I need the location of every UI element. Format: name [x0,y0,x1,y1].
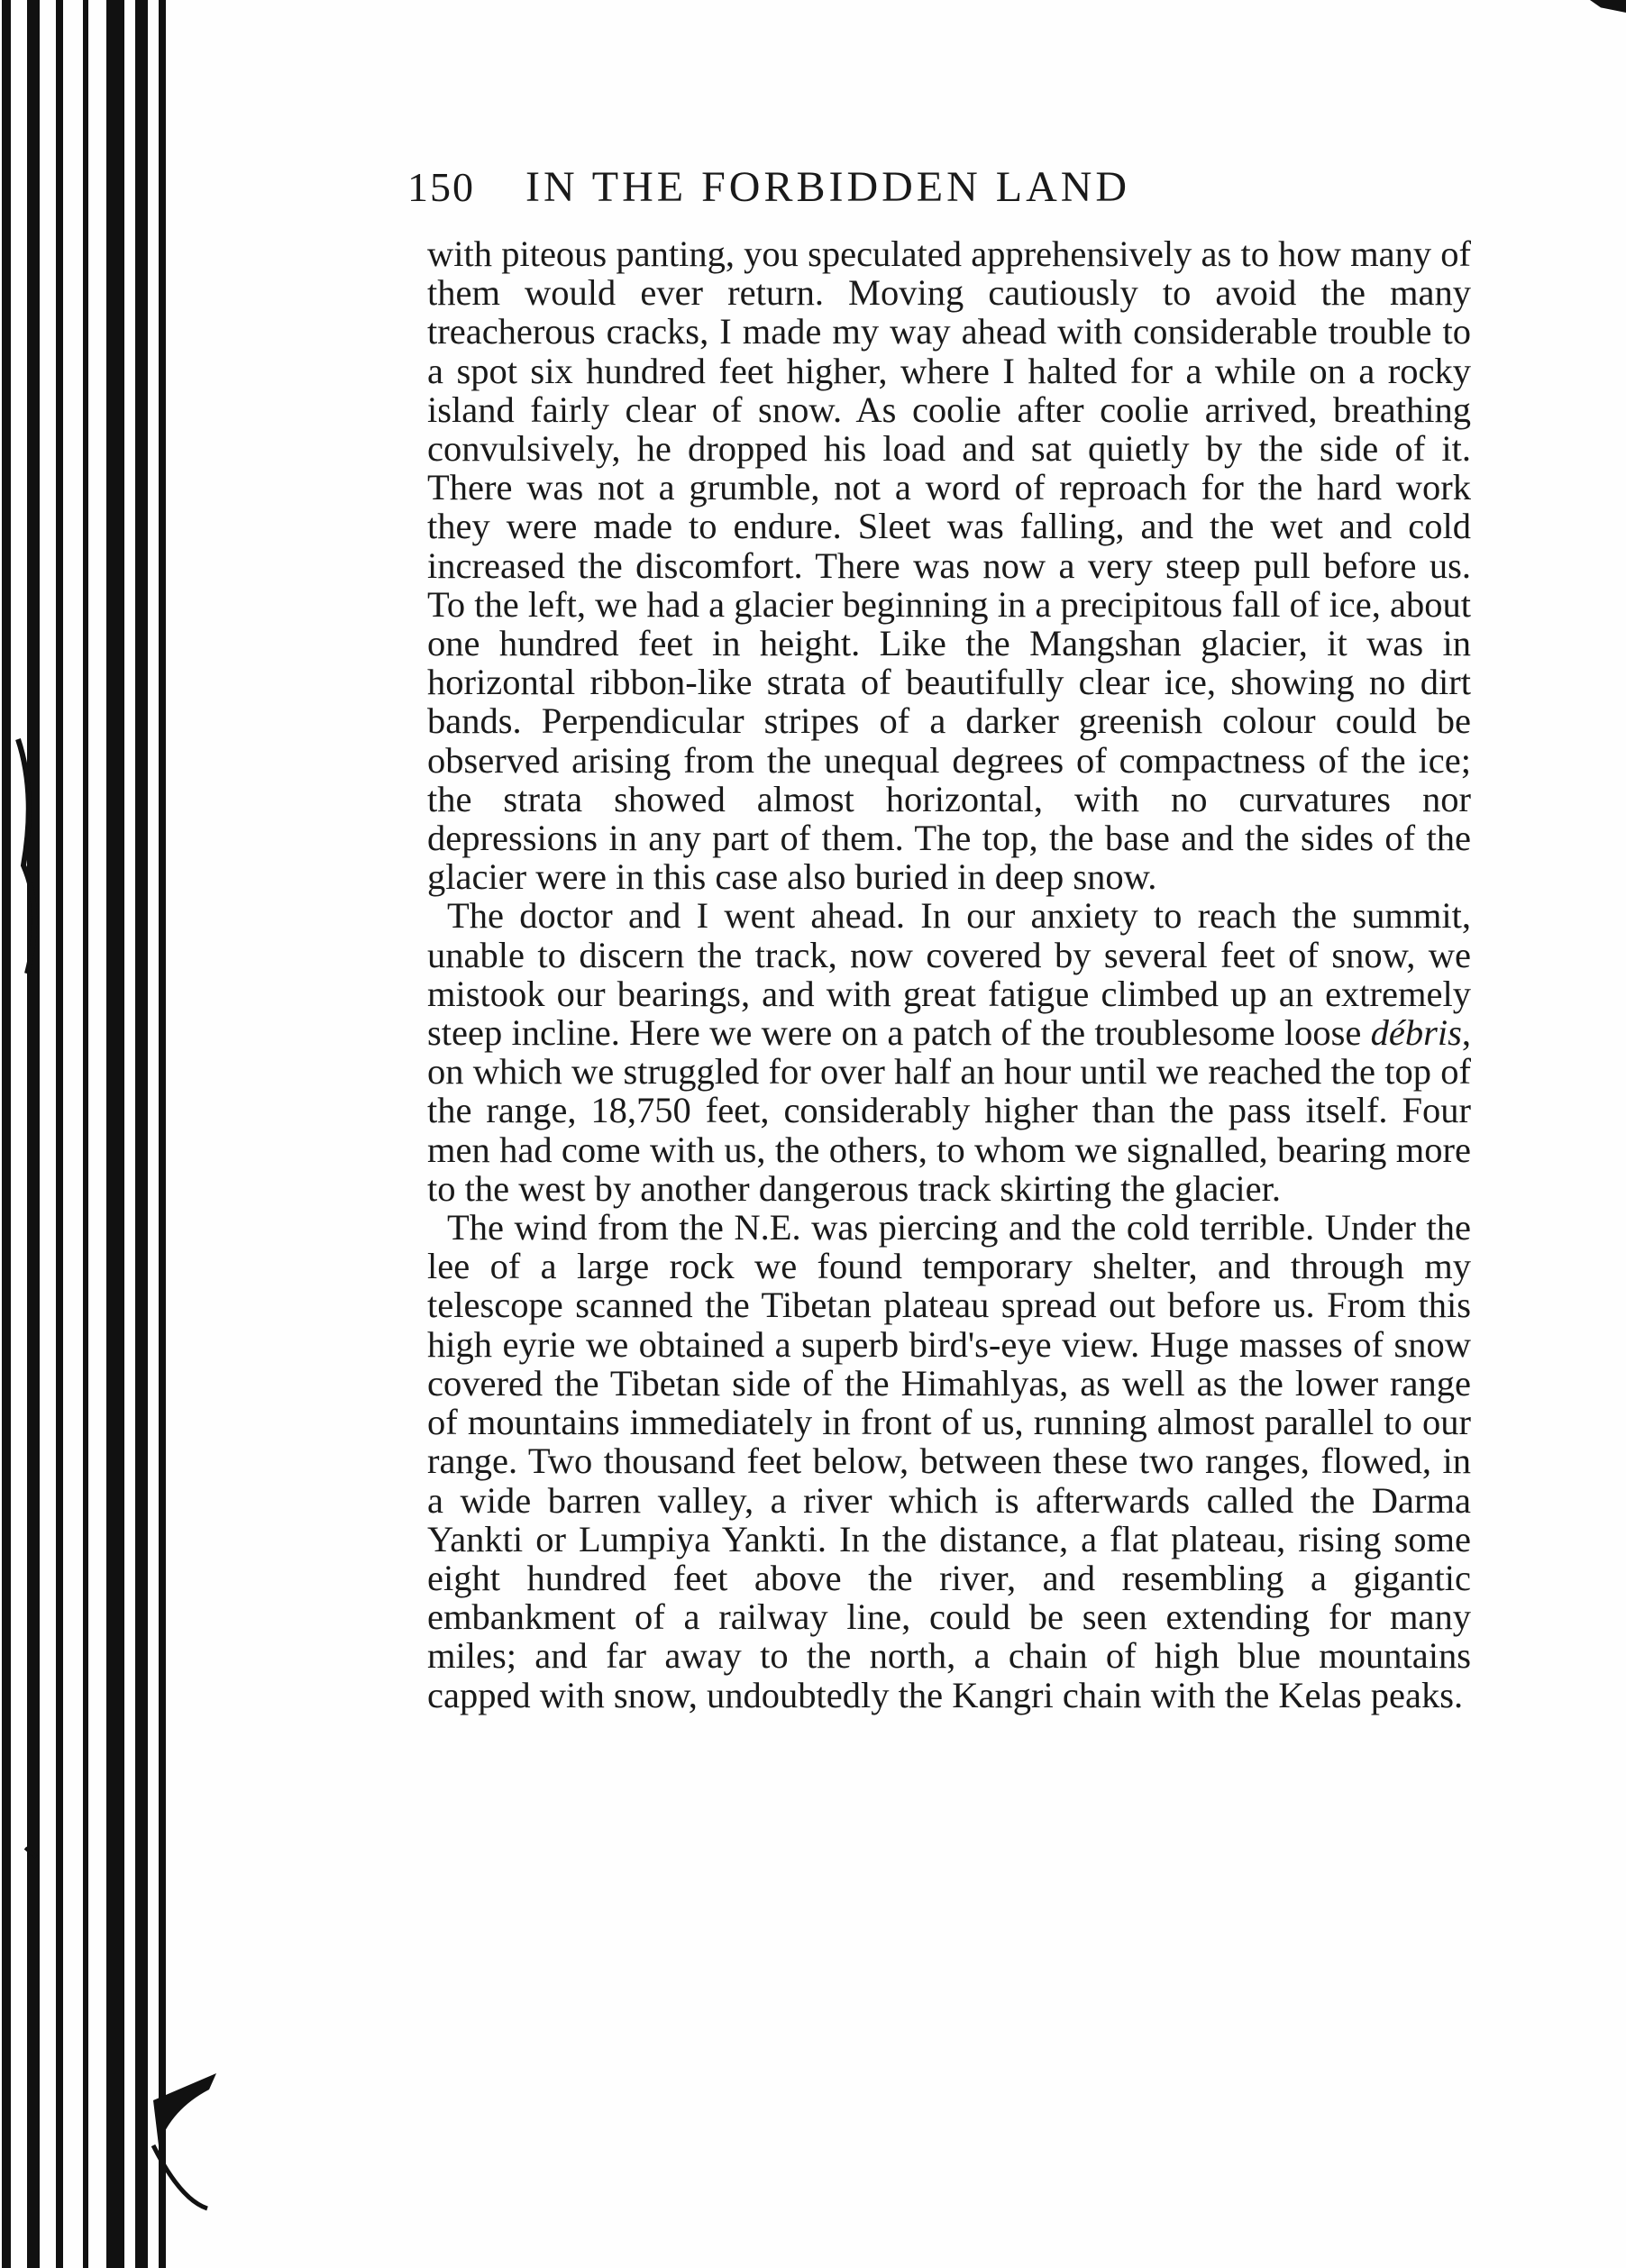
running-title: IN THE FORBIDDEN LAND [525,163,1131,211]
page-number: 150 [407,164,475,210]
page-header [407,162,1309,212]
paragraph-text: The doctor and I went ahead. In our anxiety to reach the summit, unable to discern the track, now covered by several feet of snow, we mistook our bearings, and with great fatigue climbed up an extremely steep incline. Here we were on a patch of the troublesome loose [427,895,1471,1054]
paragraph-text: , on which we struggled for over half an hour until we reached the top of the range, 18,750 feet, considerably higher than the pass itself. Four men had come with us, the others, to whom we signalled, bearing more to the west by another dangerous track skirting the glacier. [427,1012,1471,1209]
corner-mark [1590,0,1626,13]
emphasis-text: débris [1370,1012,1462,1054]
body-text [427,234,1471,1715]
paragraph [427,896,1471,1208]
binding-gutter [0,0,216,2268]
paragraph: The wind from the N.E. was piercing and the cold terrible. Under the lee of a large rock we found temporary shelter, and through my telescope scanned the Tibetan plateau spread out before us. From this high eyrie we obtained a superb bird's-eye view. Huge masses of snow covered the Tibetan side of the Himahlyas, as well as the lower range of mountains immediately in front of us, running almost parallel to our range. Two thousand feet below, between these two ranges, flowed, in a wide barren valley, a river which is afterwards called the Darma Yankti or Lumpiya Yankti. In the distance, a flat plateau, rising some eight hundred feet above the river, and resembling a gigantic embankment of a railway line, could be seen extending for many miles; and far away to the north, a chain of high blue mountains capped with snow, undoubtedly the Kangri chain with the Kelas peaks. [427,1207,1471,1715]
gutter-marks [0,0,216,2268]
paragraph: with piteous panting, you speculated apprehensively as to how many of them would ever return. Moving cautiously to avoid the many treacherous cracks, I made my way ahead with considerable trouble to a spot six hundred feet higher, where I halted for a while on a rocky island fairly clear of snow. As coolie after coolie arrived, breathing convulsively, he dropped his load and sat quietly by the side of it. There was not a grumble, not a word of reproach for the hard work they were made to endure. Sleet was falling, and the wet and cold increased the discomfort. There was now a very steep pull before us. To the left, we had a glacier beginning in a precipitous fall of ice, about one hundred feet in height. Like the Mangshan glacier, it was in horizontal ribbon-like strata of beautifully clear ice, showing no dirt bands. Perpendicular stripes of a darker greenish colour could be observed arising from the unequal degrees of compactness of the ice; the strata showed almost horizontal, with no curvatures nor depressions in any part of them. The top, the base and the sides of the glacier were in this case also buried in deep snow. [427,233,1471,898]
